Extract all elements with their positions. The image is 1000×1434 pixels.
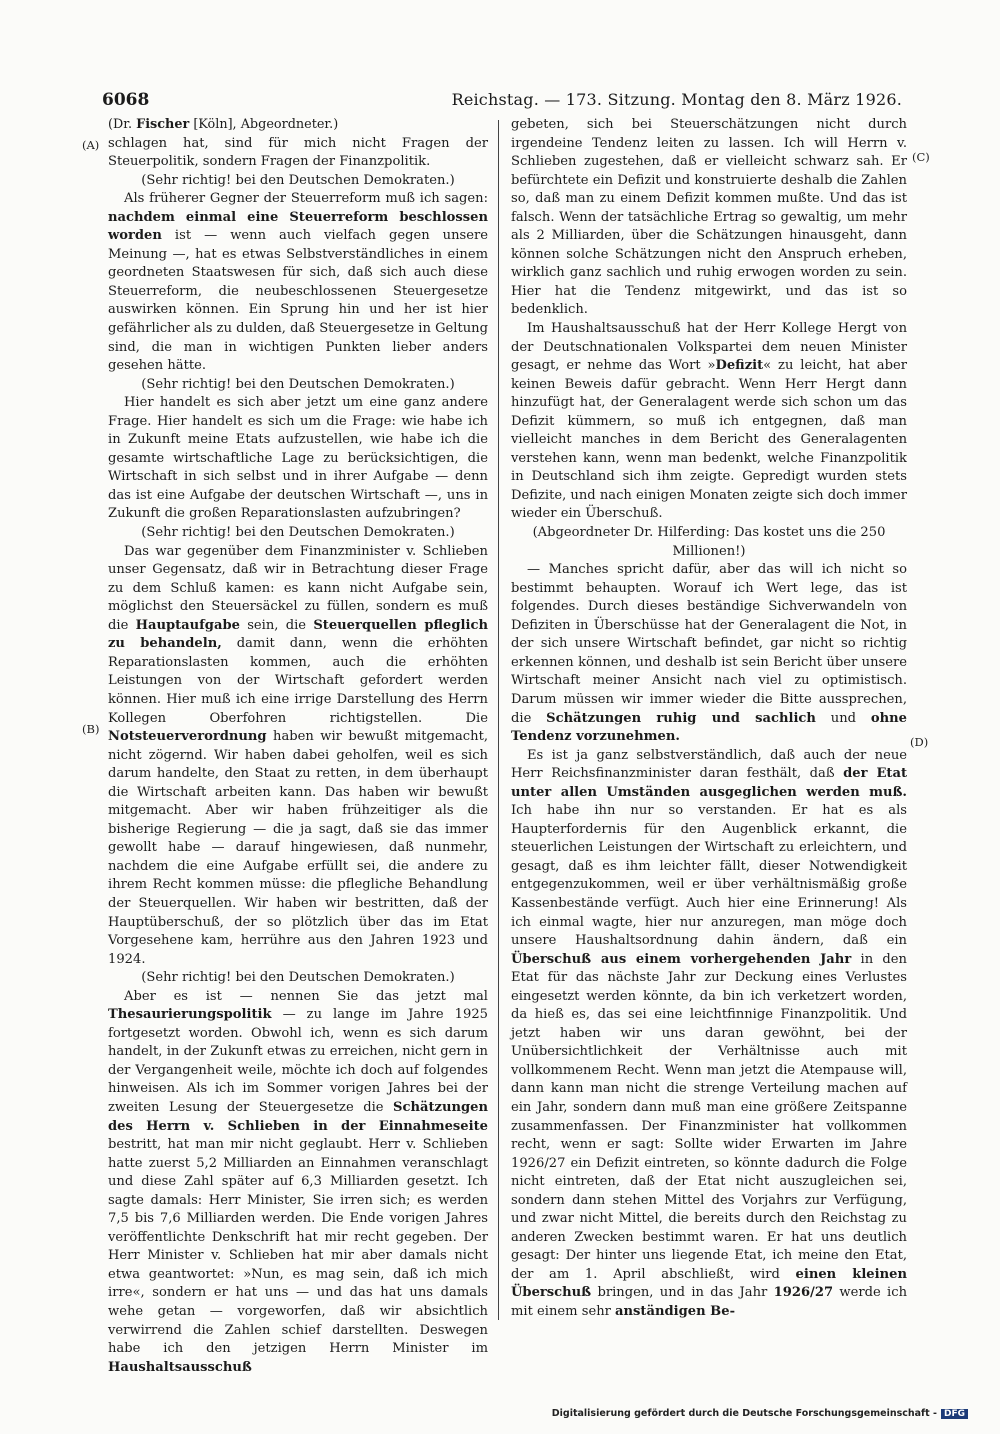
interjection: (Sehr richtig! bei den Deutschen Demokraten.) [141,525,455,541]
page-number: 6068 [102,90,150,110]
right-column [511,116,907,1322]
paragraph: Hier handelt es sich aber jetzt um eine ganz andere Frage. Hier handelt es sich um die Frage: wie habe ich in Zukunft meine Etats aufzustellen, wie habe ich die gesamte wirtschaftliche Lage zu berücksichtigen, die Wirtschaft in sich selbst und in ihrer Aufgabe — denn das ist eine Aufgabe der deutschen Wirtschaft —, uns in Zukunft die großen Reparationslasten aufzubringen? [108,395,488,522]
dfg-logo: DFG [941,1409,968,1419]
page-header [102,90,902,116]
interjection: (Sehr richtig! bei den Deutschen Demokraten.) [141,376,455,392]
paragraph: Als früherer Gegner der Steuerreform muß ich sagen: nachdem einmal eine Steuerreform beschlossen worden ist — wenn auch vielfach gegen unsere Meinung —, hat es etwas Selbstverständliches in einem geordneten Staatswesen für sich, daß sich auch diese Steuerreform, die neubeschlossenen Steuergesetze auswirken können. Ein Sprung hin und her ist hier gefährlicher als zu dulden, daß Steuergesetze in Geltung sind, die man in wichtigen Punkten lieber anders gesehen hätte. [108,191,488,374]
margin-marker-b: (B) [82,722,100,736]
column-divider [498,120,499,1320]
paragraph: Das war gegenüber dem Finanzminister v. Schlieben unser Gegensatz, daß wir in Betrachtung dieser Frage zu dem Schluß kamen: es kann nicht Aufgabe sein, möglichst den Steuersäckel zu füllen, sondern es muß die Hauptaufgabe sein, die Steuerquellen pfleglich zu behandeln, damit dann, wenn die erhöhten Reparationslasten kommen, auch die erhöhten Leistungen von der Wirtschaft gefordert werden können. Hier muß ich eine irrige Darstellung des Herrn Kollegen Oberfohren richtigstellen. Die Notsteuerverordnung haben wir bewußt mitgemacht, nicht zögernd. Wir haben dabei geholfen, weil es sich darum handelte, den Staat zu retten, in dem überhaupt die Wirtschaft arbeiten kann. Das haben wir bewußt mitgemacht. Aber wir haben frühzeitiger als die bisherige Regierung — die ja sagt, daß sie das immer gewollt habe — darauf hingewiesen, daß nunmehr, nachdem die eine Aufgabe erfüllt sei, die andere zu ihrem Recht kommen müsse: die pflegliche Behandlung der Steuerquellen. Wir haben wir bestritten, daß der Hauptüberschuß, der so plötzlich über das im Etat Vorgesehene kam, herrühre aus den Jahren 1923 und 1924. [108,543,489,967]
interjection: (Sehr richtig! bei den Deutschen Demokraten.) [141,172,455,188]
footer-text: Digitalisierung gefördert durch die Deutsche Forschungsgemeinschaft - [551,1408,937,1419]
interjection: (Abgeordneter Dr. Hilferding: Das kostet uns die 250 Millionen!) [532,525,886,559]
paragraph: — Manches spricht dafür, aber das will ich nicht so bestimmt behaupten. Worauf ich Wert lege, das ist folgendes. Durch dieses beständige Sichverwandeln von Defiziten in Überschüsse hat der Generalagent die Not, in der sich unsere Wirtschaft befindet, gar nicht so richtig erkennen können, und deshalb ist sein Bericht über unsere Wirtschaft meiner Ansicht nach viel zu optimistisch. Darum müssen wir immer wieder die Bitte aussprechen, die Schätzungen ruhig und sachlich und ohne Tendenz vorzunehmen. [511,562,907,745]
margin-marker-d: (D) [910,735,929,749]
paragraph: schlagen hat, sind für mich nicht Fragen der Steuerpolitik, sondern Fragen der Finanzpolitik. [108,135,488,170]
running-title: Reichstag. — 173. Sitzung. Montag den 8. März 1926. [451,90,902,109]
margin-marker-c: (C) [912,150,930,164]
speaker-name: Fischer [136,117,190,132]
margin-marker-a: (A) [82,138,100,152]
paragraph: Aber es ist — nennen Sie das jetzt mal Thesaurierungspolitik — zu lange im Jahre 1925 fortgesetzt worden. Obwohl ich, wenn es sich darum handelt, in der Zukunft etwas zu erreichen, nicht gern in der Vergangenheit weile, möchte ich doch auf folgendes hinweisen. Als ich im Sommer vorigen Jahres bei der zweiten Lesung der Steuergesetze die Schätzungen des Herrn v. Schlieben in der Einnahmeseite bestritt, hat man mir nicht geglaubt. Herr v. Schlieben hatte zuerst 5,2 Milliarden an Einnahmen veranschlagt und diese Zahl später auf 6,3 Milliarden gesetzt. Ich sagte damals: Herr Minister, Sie irren sich; es werden 7,5 bis 7,6 Milliarden werden. Die Ende vorigen Jahres veröffentlichte Denkschrift hat mir recht gegeben. Der Herr Minister v. Schlieben hat mir aber damals nicht etwa geantwortet: »Nun, es mag sein, daß ich mich irre«, sondern er hat uns — und das hat uns damals wehe getan — vorgeworfen, daß wir absichtlich verwirrend die Zahlen schief darstellten. Deswegen habe ich den jetzigen Herrn Minister im Haushaltsausschuß [108,988,488,1375]
paragraph: gebeten, sich bei Steuerschätzungen nicht durch irgendeine Tendenz leiten zu lassen. Ich will Herrn v. Schlieben zugestehen, daß er vielleicht schwarz sah. Er befürchtete ein Defizit und konstruierte deshalb die Zahlen so, daß man zu einem Defizit kommen mußte. Und das ist falsch. Wenn der tatsächliche Ertrag so gewaltig, um mehr als 2 Milliarden, über die Schätzungen hinausgeht, dann können solche Schätzungen nicht den Anspruch erheben, wirklich ganz sachlich und ruhig erwogen worden zu sein. Hier hat die Tendenz mitgewirkt, und das ist so bedenklich. [511,117,907,318]
left-column [108,116,488,1377]
speaker-line: (Dr. Fischer [Köln], Abgeordneter.) [108,117,339,132]
footer-credit [552,1408,968,1419]
paragraph: Im Haushaltsausschuß hat der Herr Kollege Hergt von der Deutschnationalen Volkspartei dem neuen Minister gesagt, er nehme das Wort »Defizit« zu leicht, hat aber keinen Beweis dafür gebracht. Wenn Herr Hergt dann hinzufügt hat, der Generalagent werde sich schon um das Defizit kümmern, so muß ich entgegnen, daß man vielleicht manches in dem Bericht des Generalagenten verstehen kann, wenn man bedenkt, welche Finanzpolitik in Deutschland sich ihm zeigte. Gepredigt wurden stets Defizite, und nach einigen Monaten zeigte sich doch immer wieder ein Überschuß. [511,321,908,522]
paragraph: Es ist ja ganz selbstverständlich, daß auch der neue Herr Reichsfinanzminister daran festhält, daß der Etat unter allen Umständen ausgeglichen werden muß. Ich habe ihn nur so verstanden. Er hat es als Haupterfordernis für den Augenblick erkannt, die steuerlichen Leistungen der Wirtschaft zu erleichtern, und gesagt, daß es ihm leichter fällt, dieser Notwendigkeit entgegenzukommen, weil er über verhältnismäßig große Kassenbestände verfügt. Auch hier eine Erinnerung! Als ich einmal wagte, hier nur anzuregen, man möge doch unsere Haushaltsordnung dahin ändern, daß ein Überschuß aus einem vorhergehenden Jahr in den Etat für das nächste Jahr zur Deckung eines Verlustes eingesetzt werden könnte, da bin ich verketzert worden, da hieß es, das sei eine leichtfinnige Finanzpolitik. Und jetzt haben wir uns daran gewöhnt, bei der Unübersichtlichkeit der Verhältnisse auch mit vollkommenem Recht. Wenn man jetzt die Atempause will, dann kann man nicht die strenge Verteilung machen auf ein Jahr, sondern dann muß man eine größere Zeitspanne zusammenfassen. Der Finanzminister hat vollkommen recht, wenn er sagt: Sollte wider Erwarten im Jahre 1926/27 ein Defizit eintreten, so könnte dadurch die Folge nicht eintreten, daß der Etat nicht auszugleichen sei, sondern dann stehen Mittel des Vorjahrs zur Verfügung, und zwar nicht Mittel, die bereits durch den Reichstag zu anderen Zwecken bestimmt waren. Er hat uns deutlich gesagt: Der hinter uns liegende Etat, ich meine den Etat, der am 1. April abschließt, wird einen kleinen Überschuß bringen, und in das Jahr 1926/27 werde ich mit einem sehr anständigen Be- [511,747,908,1319]
interjection: (Sehr richtig! bei den Deutschen Demokraten.) [141,970,455,986]
